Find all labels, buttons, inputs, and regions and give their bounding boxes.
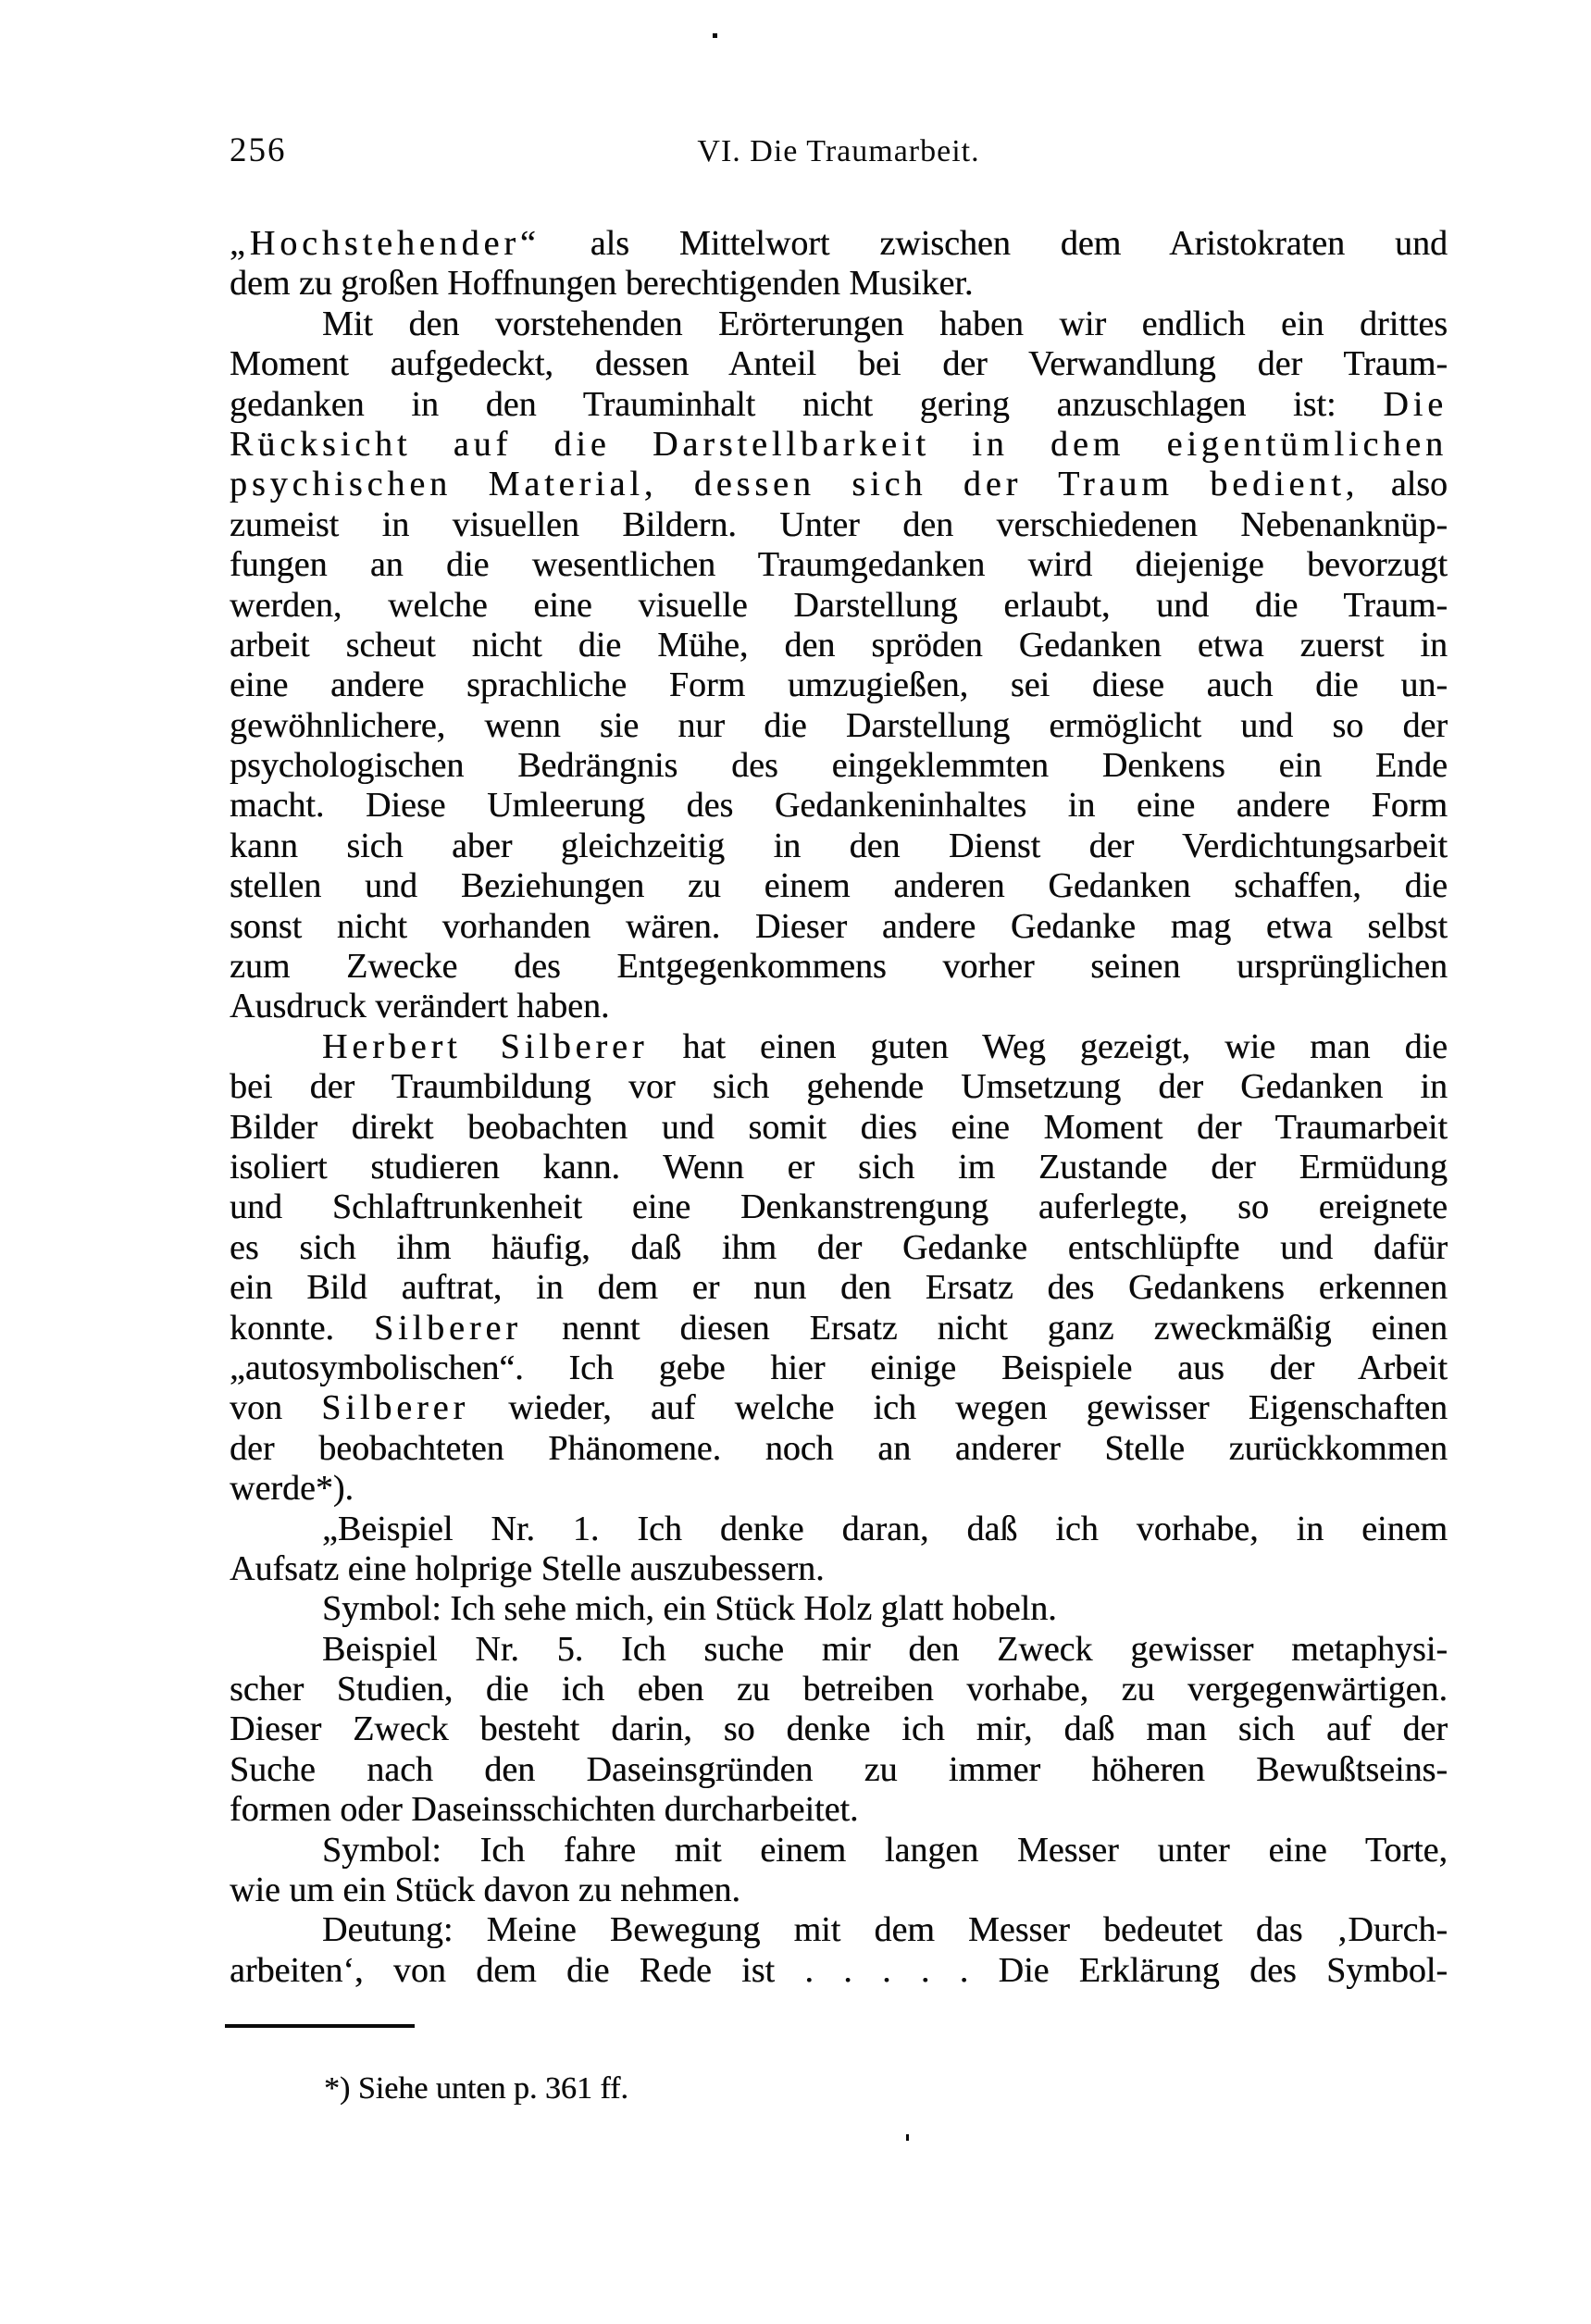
text-line — [230, 505, 1448, 545]
body-text-block — [230, 224, 1448, 1991]
text-segment: kann sich aber gleichzeitig in den Dienst der Verdichtungsarbeit — [230, 826, 1448, 865]
text-segment: „autosymbolischen“. Ich gebe hier einige Beispiele aus der Arbeit — [230, 1348, 1448, 1387]
text-line — [230, 907, 1448, 947]
text-segment: Moment aufgedeckt, dessen Anteil bei der Verwandlung der Traum- — [230, 344, 1448, 384]
page-number: 256 — [230, 131, 287, 169]
text-line — [230, 1790, 1448, 1830]
text-line — [230, 626, 1448, 665]
text-line — [230, 826, 1448, 866]
page-header — [230, 131, 1448, 170]
text-line — [230, 545, 1448, 585]
text-segment: Dieser Zweck besteht darin, so denke ich mir, daß man sich auf der — [230, 1709, 1448, 1749]
text-segment: Bilder direkt beobachten und somit dies eine Moment der Traumarbeit — [230, 1107, 1448, 1147]
text-segment: formen oder Daseinsschichten durcharbeitet. — [230, 1790, 859, 1830]
text-line — [230, 385, 1448, 425]
text-segment: Suche nach den Daseinsgründen zu immer höheren Bewußtseins- — [230, 1749, 1448, 1789]
text-line — [230, 586, 1448, 626]
text-line — [230, 1309, 1448, 1348]
text-segment: Deutung: Meine Bewegung mit dem Messer bedeutet das ‚Durch- — [322, 1910, 1448, 1950]
text-line — [230, 425, 1448, 465]
text-segment: stellen und Beziehungen zu einem anderen Gedanken schaffen, die — [230, 866, 1448, 906]
text-line — [230, 1510, 1448, 1549]
text-segment: Beispiel Nr. 5. Ich suche mir den Zweck gewisser metaphysi- — [322, 1629, 1448, 1669]
text-line — [230, 706, 1448, 746]
text-segment: bei der Traumbildung vor sich gehende Umsetzung der Gedanken in — [230, 1067, 1448, 1107]
text-segment: „Beispiel Nr. 1. Ich denke daran, daß ich vorhabe, in einem — [322, 1509, 1448, 1548]
text-segment: eine andere sprachliche Form umzugießen, sei diese auch die un- — [230, 665, 1448, 705]
emphasized-spaced-text: Silberer — [321, 1388, 470, 1428]
text-line — [230, 746, 1448, 786]
ink-speck — [713, 33, 717, 38]
text-line — [230, 1108, 1448, 1148]
emphasized-spaced-text: Die — [1383, 384, 1448, 424]
text-segment: werde*). — [230, 1469, 354, 1509]
text-line — [230, 947, 1448, 987]
text-line — [230, 1067, 1448, 1107]
text-line — [230, 786, 1448, 826]
text-segment: als Mittelwort zwischen dem Aristokraten und — [540, 224, 1448, 263]
text-segment: sonst nicht vorhanden wären. Dieser andere Gedanke mag etwa selbst — [230, 906, 1448, 946]
text-segment: Mit den vorstehenden Erörterungen haben wir endlich ein drittes — [322, 304, 1448, 343]
text-line — [230, 1750, 1448, 1790]
text-segment: wieder, auf welche ich wegen gewisser Eigenschaften — [469, 1388, 1448, 1428]
text-line — [230, 1228, 1448, 1268]
text-line — [230, 1268, 1448, 1308]
text-segment: zumeist in visuellen Bildern. Unter den verschiedenen Nebenanknüp- — [230, 504, 1448, 544]
ink-speck — [906, 2134, 909, 2141]
text-line — [230, 264, 1448, 304]
text-segment: hat einen guten Weg gezeigt, wie man die — [648, 1026, 1448, 1066]
text-segment: werden, welche eine visuelle Darstellung erlaubt, und die Traum- — [230, 585, 1448, 625]
text-segment: von — [230, 1388, 322, 1428]
text-segment: nennt diesen Ersatz nicht ganz zweckmäßig einen — [521, 1308, 1448, 1348]
text-line — [230, 866, 1448, 906]
emphasized-spaced-text: „Hochstehender“ — [230, 224, 541, 263]
text-segment: fungen an die wesentlichen Traumgedanken wird diejenige bevorzugt — [230, 545, 1448, 585]
text-segment: arbeit scheut nicht die Mühe, den spröden Gedanken etwa zuerst in — [230, 625, 1448, 665]
footnote-text: *) Siehe unten p. 361 ff. — [324, 2071, 628, 2106]
text-line — [230, 1348, 1448, 1388]
text-segment: der beobachteten Phänomene. noch an anderer Stelle zurückkommen — [230, 1428, 1448, 1468]
text-line — [230, 344, 1448, 384]
text-segment: und Schlaftrunkenheit eine Denkanstrengung auferlegte, so ereignete — [230, 1187, 1448, 1227]
text-segment: gedanken in den Trauminhalt nicht gering anzuschlagen ist: — [230, 384, 1384, 424]
text-segment: isoliert studieren kann. Wenn er sich im Zustande der Ermüdung — [230, 1147, 1448, 1187]
text-line — [230, 1429, 1448, 1469]
emphasized-spaced-text: Herbert Silberer — [322, 1026, 649, 1066]
text-segment: psychologischen Bedrängnis des eingeklemmten Denkens ein Ende — [230, 746, 1448, 786]
text-line — [230, 987, 1448, 1026]
emphasized-spaced-text: Silberer — [374, 1308, 522, 1348]
text-line — [230, 1027, 1448, 1067]
text-line — [230, 1831, 1448, 1870]
text-line — [230, 1709, 1448, 1749]
text-segment: zum Zwecke des Entgegenkommens vorher seinen ursprünglichen — [230, 947, 1448, 987]
text-segment: also — [1359, 465, 1448, 504]
text-line — [230, 1910, 1448, 1950]
text-segment: konnte. — [230, 1308, 375, 1348]
emphasized-spaced-text: Rücksicht auf die Darstellbarkeit in dem eigentümlichen — [230, 424, 1448, 464]
text-line — [230, 1670, 1448, 1709]
text-line — [230, 1589, 1448, 1629]
text-segment: es sich ihm häufig, daß ihm der Gedanke entschlüpfte und dafür — [230, 1227, 1448, 1267]
running-header-title: VI. Die Traumarbeit. — [697, 134, 980, 168]
text-segment: Symbol: Ich sehe mich, ein Stück Holz glatt hobeln. — [322, 1589, 1057, 1629]
text-segment: Symbol: Ich fahre mit einem langen Messer unter eine Torte, — [322, 1830, 1448, 1870]
text-line — [230, 465, 1448, 504]
emphasized-spaced-text: psychischen Material, dessen sich der Traum bedient, — [230, 465, 1360, 504]
text-line — [230, 1469, 1448, 1509]
text-line — [230, 304, 1448, 344]
text-segment: Ausdruck verändert haben. — [230, 987, 610, 1026]
text-line — [230, 665, 1448, 705]
text-segment: gewöhnlichere, wenn sie nur die Darstellung ermöglicht und so der — [230, 705, 1448, 745]
text-segment: wie um ein Stück davon zu nehmen. — [230, 1870, 740, 1910]
text-segment: ein Bild auftrat, in dem er nun den Ersatz des Gedankens erkennen — [230, 1268, 1448, 1308]
footnote-separator-rule — [225, 2024, 415, 2028]
text-segment: arbeiten‘, von dem die Rede ist . . . . . Die Erklärung des Symbol- — [230, 1950, 1448, 1990]
text-line — [230, 1951, 1448, 1991]
text-line — [230, 1388, 1448, 1428]
text-line — [230, 1148, 1448, 1187]
text-segment: dem zu großen Hoffnungen berechtigenden Musiker. — [230, 264, 974, 304]
text-line — [230, 1549, 1448, 1589]
text-segment: macht. Diese Umleerung des Gedankeninhaltes in eine andere Form — [230, 786, 1448, 826]
text-segment: Aufsatz eine holprige Stelle auszubessern. — [230, 1548, 825, 1588]
text-line — [230, 1187, 1448, 1227]
text-segment: scher Studien, die ich eben zu betreiben vorhabe, zu vergegenwärtigen. — [230, 1670, 1448, 1709]
text-line — [230, 1630, 1448, 1670]
text-line — [230, 1870, 1448, 1910]
text-line — [230, 224, 1448, 264]
